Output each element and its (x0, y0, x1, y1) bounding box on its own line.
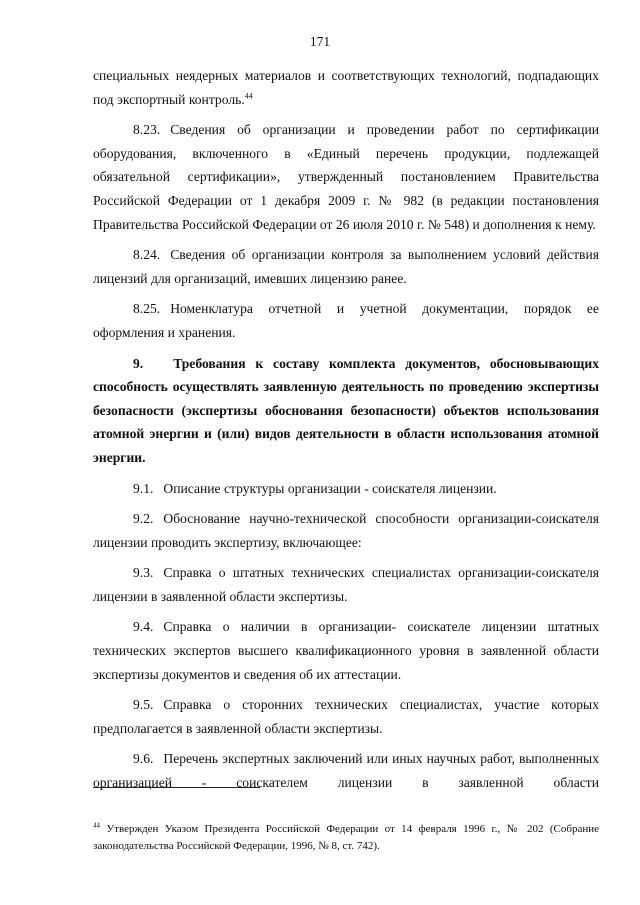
paragraph-8-25 (93, 297, 599, 344)
paragraph-text: Обоснование научно-технической способности организации-соискателя лицензии проводить экспертизу, включающее: (93, 511, 599, 550)
paragraph-text: Справка о наличии в организации- соискателе лицензии штатных технических экспертов высшего квалификационного уровня в заявленной области экспертизы документов и сведения об их аттестации. (93, 619, 599, 682)
footnote-mark: 44 (93, 821, 100, 830)
paragraph-number: 9.5. (133, 697, 154, 713)
section-heading-9 (93, 352, 599, 470)
document-body (93, 64, 599, 802)
paragraph-number: 9.1. (133, 480, 154, 496)
paragraph-9-2 (93, 507, 599, 554)
paragraph-text: Номенклатура отчетной и учетной документации, порядок ее оформления и хранения. (93, 301, 599, 340)
section-heading-text: Требования к составу комплекта документов, обосновывающих способность осуществлять заявленную деятельность по проведению экспертизы безопасности (экспертизы обоснования безопасности) объектов использования атомной энергии и (или) видов деятельности в области использования атомной энергии. (93, 355, 599, 465)
paragraph-text: Справка о сторонних технических специалистах, участие которых предполагается в заявленной области экспертизы. (93, 697, 599, 736)
paragraph-9-5 (93, 693, 599, 740)
page-number: 171 (309, 34, 331, 49)
paragraph-text: Справка о штатных технических специалистах организации-соискателя лицензии в заявленной области экспертизы. (93, 565, 599, 604)
footnote-text: Утвержден Указом Президента Российской Федерации от 14 февраля 1996 г., № 202 (Собрание законодательства Российской Федерации, 1996, № 8, ст. 742). (93, 823, 600, 852)
paragraph-8-24 (93, 243, 599, 290)
paragraph-8-23 (93, 118, 599, 236)
paragraph-text: Описание структуры организации - соискателя лицензии. (163, 480, 497, 496)
footnote-reference: 44 (244, 91, 253, 101)
paragraph-text: Сведения об организации контроля за выполнением условий действия лицензий для организаций, имевших лицензию ранее. (93, 247, 599, 286)
paragraph-number: 8.25. (133, 301, 161, 317)
paragraph-text: специальных неядерных материалов и соответствующих технологий, подпадающих под экспортный контроль. (93, 68, 599, 107)
paragraph-number: 9.2. (133, 511, 154, 527)
paragraph-text: Перечень экспертных заключений или иных научных работ, выполненных организацией - соискателем лицензии в заявленной области (93, 751, 599, 791)
paragraph-9-1 (93, 477, 599, 501)
footnote-divider (93, 787, 260, 788)
paragraph-continuation (93, 64, 599, 111)
paragraph-9-4 (93, 615, 599, 686)
footnote (93, 821, 599, 854)
paragraph-number: 9.6. (133, 751, 154, 767)
section-number: 9. (133, 355, 144, 371)
paragraph-9-3 (93, 561, 599, 608)
paragraph-number: 8.23. (133, 122, 161, 138)
paragraph-number: 9.4. (133, 619, 154, 635)
paragraph-text: Сведения об организации и проведении работ по сертификации оборудования, включенного в «Единый перечень продукции, подлежащей обязательной сертификации», утвержденный постановлением Правительства Российской Федерации от 1 декабря 2009 г. № 982 (в редакции постановления Правительства Российской Федерации от 26 июля 2010 г. № 548) и дополнения к нему. (93, 122, 599, 232)
paragraph-number: 9.3. (133, 565, 154, 581)
paragraph-number: 8.24. (133, 247, 161, 263)
